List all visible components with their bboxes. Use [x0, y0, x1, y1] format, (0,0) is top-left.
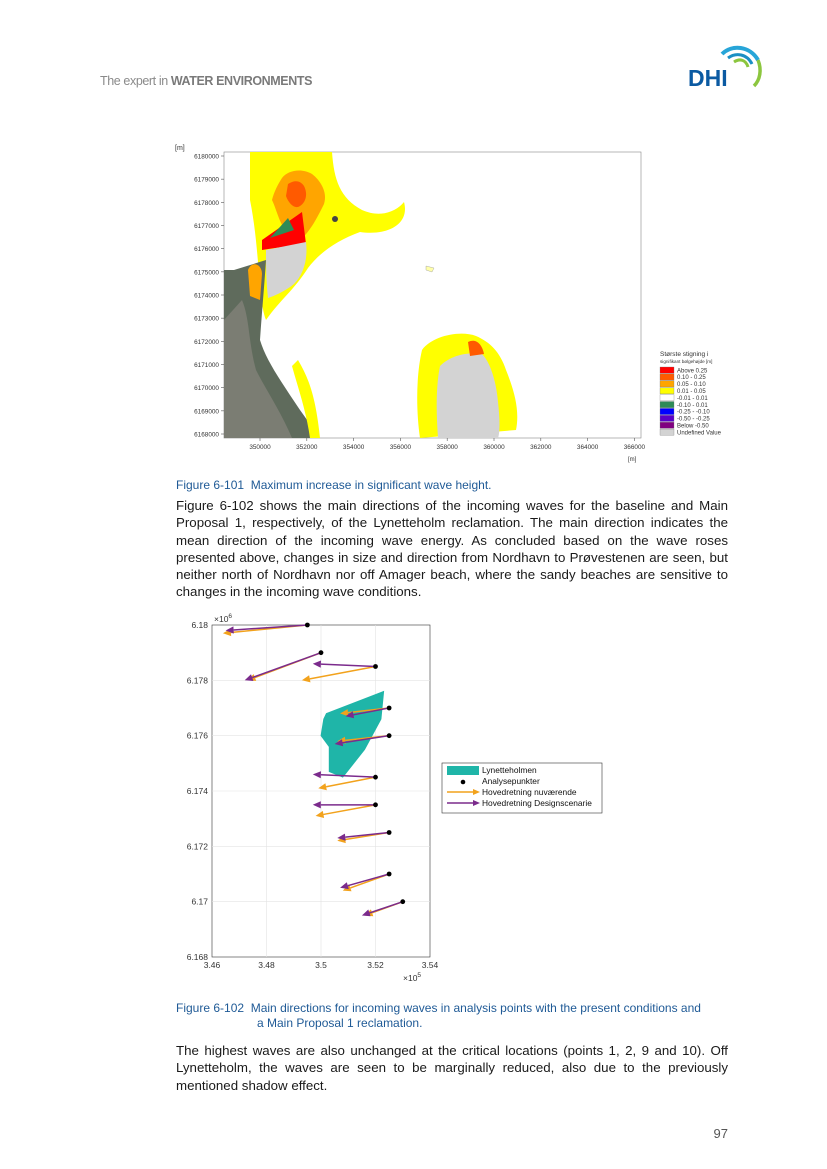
chart-x-tick-label: 3.5	[315, 960, 327, 970]
analysis-point	[373, 664, 378, 669]
map-y-tick-label: 6176000	[194, 246, 219, 254]
figure-6-102-caption: Figure 6-102 Main directions for incoming waves in analysis points with the present conditions and a Main Proposal 1 reclamation.	[176, 1001, 701, 1030]
map-legend-swatch	[660, 381, 674, 387]
map-x-tick-label: 354000	[342, 444, 365, 451]
dhi-logo	[684, 42, 764, 90]
map-y-tick-label: 6173000	[194, 315, 219, 323]
paragraph-1: Figure 6-102 shows the main directions of the incoming waves for the baseline and Main Proposal 1, respectively, of the Lynetteholm reclamation. The main direction indicates the mean direction of the incoming wave energy. As concluded based on the wave roses presented above, changes in size and direction from Nordhavn to Prøvestenen are seen, but neither north of Nordhavn nor off Amager beach, where the sandy beaches are sensitive to changes in the incoming wave conditions.	[176, 498, 728, 600]
map-legend-label: 0.05 - 0.10	[677, 382, 706, 389]
map-y-tick-label: 6169000	[194, 408, 219, 416]
map-legend-label: Undefined Value	[677, 430, 721, 437]
figure-6-101-caption: Figure 6-101 Maximum increase in significant wave height.	[176, 478, 492, 492]
legend-swatch-polygon	[447, 766, 479, 775]
chart-legend	[442, 763, 602, 813]
analysis-point	[373, 775, 378, 780]
map-legend-label: -0.01 - 0.01	[677, 395, 708, 402]
map-legend-swatch	[660, 415, 674, 421]
map-legend-swatch	[660, 429, 674, 435]
map-y-tick-label: 6174000	[194, 292, 219, 300]
map-x-tick-label: 362000	[530, 444, 552, 451]
map-x-tick-label: 360000	[483, 444, 505, 451]
legend-label-present: Hovedretning nuværende	[482, 787, 577, 797]
island-marker	[332, 216, 338, 222]
logo-wordmark: DHI	[688, 65, 728, 90]
map-x-tick-label: 364000	[576, 444, 599, 451]
map-legend-label: 0.10 - 0.25	[677, 375, 706, 382]
legend-swatch-point	[461, 780, 466, 785]
chart-x-tick-label: 3.46	[203, 960, 221, 970]
chart-x-tick-label: 3.54	[421, 960, 439, 970]
map-x-unit: [m]	[628, 457, 637, 463]
map-legend-label: 0.01 - 0.05	[677, 389, 706, 395]
map-y-tick-label: 6178000	[194, 199, 219, 207]
map-legend-title-1: Største stigning i	[660, 351, 709, 358]
chart-y-multiplier: $\times 10^6$	[214, 613, 233, 624]
map-y-tick-label: 6177000	[194, 223, 219, 230]
map-legend-label: -0.50 - -0.25	[677, 416, 710, 423]
chart-y-tick-label: 6.18	[191, 620, 208, 630]
map-y-tick-label: 6172000	[194, 338, 219, 346]
map-y-tick-label: 6175000	[194, 269, 219, 277]
map-y-unit: [m]	[175, 145, 185, 152]
map-legend-items	[660, 367, 722, 436]
map-x-ticks	[249, 438, 645, 451]
map-y-tick-label: 6179000	[194, 176, 219, 184]
analysis-point	[373, 802, 378, 807]
header-tagline: The expert in WATER ENVIRONMENTS	[100, 74, 313, 88]
map-y-tick-label: 6171000	[194, 362, 219, 369]
map-legend-swatch	[660, 395, 674, 401]
map-legend-title-2: signifikant bølgehøjde [m]	[660, 359, 713, 364]
map-legend-swatch	[660, 408, 674, 414]
map-legend-swatch	[660, 388, 674, 394]
chart-y-tick-label: 6.172	[186, 841, 208, 852]
map-y-tick-label: 6170000	[194, 385, 219, 393]
figure-wave-directions-chart	[170, 610, 620, 990]
analysis-point	[305, 623, 310, 628]
map-x-tick-label: 350000	[249, 444, 271, 451]
map-y-ticks	[194, 154, 224, 439]
analysis-point	[319, 650, 324, 655]
chart-y-tick-label: 6.174	[186, 786, 208, 796]
page-number: 97	[713, 1126, 728, 1141]
map-x-tick-label: 352000	[296, 444, 318, 451]
analysis-point	[387, 733, 392, 738]
analysis-point	[400, 899, 405, 904]
analysis-point	[387, 830, 392, 835]
map-legend-label: Above 0.25	[677, 368, 708, 375]
legend-label-points: Analysepunkter	[482, 776, 540, 786]
orange-zone-harbour	[248, 264, 262, 300]
analysis-point	[387, 706, 392, 711]
chart-y-ticks	[187, 620, 209, 962]
map-legend-swatch	[660, 374, 674, 380]
map-y-tick-label: 6180000	[194, 153, 219, 161]
chart-y-tick-label: 6.168	[186, 952, 208, 962]
chart-y-tick-label: 6.17	[191, 896, 208, 907]
map-x-tick-label: 358000	[436, 444, 458, 451]
map-y-tick-label: 6168000	[194, 431, 219, 439]
map-legend-label: -0.25 - -0.10	[677, 409, 710, 416]
map-legend	[660, 351, 722, 436]
map-x-tick-label: 356000	[389, 444, 412, 451]
figure-map	[170, 140, 730, 465]
map-legend-swatch	[660, 422, 674, 428]
map-legend-swatch	[660, 367, 674, 373]
chart-x-multiplier: $\times 10^5$	[403, 972, 422, 983]
map-legend-swatch	[660, 402, 674, 408]
chart-y-tick-label: 6.178	[186, 675, 208, 686]
paragraph-2: The highest waves are also unchanged at the critical locations (points 1, 2, 9 and 10). Off Lynetteholm, the waves are seen to be marginally reduced, also due to the previously mentioned shadow effect.	[176, 1043, 728, 1093]
map-legend-label: -0.10 - 0.01	[677, 402, 708, 409]
analysis-point	[387, 872, 392, 877]
chart-x-tick-label: 3.52	[367, 960, 384, 970]
legend-label-design: Hovedretning Designscenarie	[482, 798, 592, 808]
chart-y-tick-label: 6.176	[186, 730, 208, 741]
legend-label-polygon: Lynetteholmen	[482, 765, 537, 775]
map-x-tick-label: 366000	[623, 444, 646, 451]
chart-x-ticks	[204, 960, 439, 970]
chart-x-tick-label: 3.48	[258, 960, 275, 970]
map-legend-label: Below -0.50	[677, 423, 709, 430]
